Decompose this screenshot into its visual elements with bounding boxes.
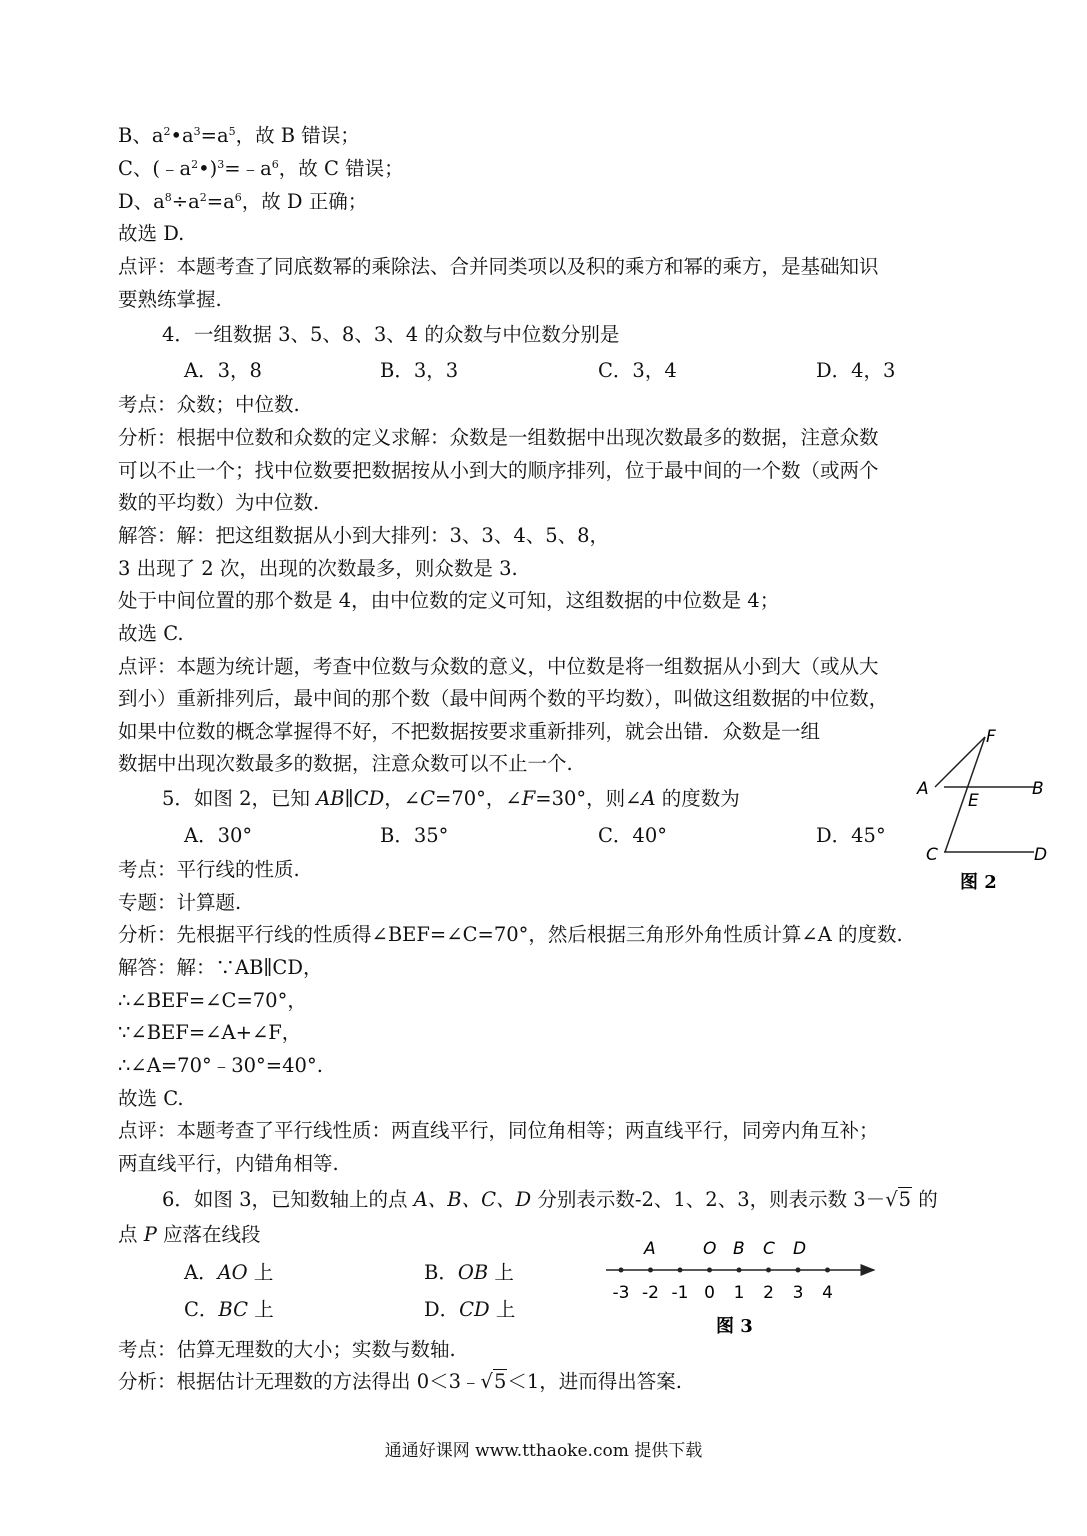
q5-f: F bbox=[521, 787, 536, 810]
line-cf bbox=[945, 737, 985, 852]
line-af bbox=[935, 737, 985, 787]
tick-label: 4 bbox=[822, 1283, 833, 1303]
q4-solution-line2: 3 出现了 2 次，出现的次数最多，则众数是 3. bbox=[118, 557, 518, 580]
q6-option-a-suffix: 上 bbox=[247, 1261, 274, 1284]
q5-option-d: D．45° bbox=[816, 824, 886, 847]
q4-analysis-line2: 可以不止一个；找中位数要把数据按从小到大的顺序排列，位于最中间的一个数（或两个 bbox=[118, 459, 879, 482]
tick-label: 3 bbox=[792, 1283, 804, 1303]
q5-parallel: ∥ bbox=[344, 787, 354, 810]
q6-option-a-segment: AO bbox=[217, 1261, 248, 1284]
q4-review-line2: 到小）重新排列后，最中间的那个数（最中间两个数的平均数），叫做这组数据的中位数， bbox=[118, 687, 889, 710]
q5-option-c: C．40° bbox=[598, 824, 667, 847]
q5-category: 专题：计算题. bbox=[118, 891, 242, 914]
q6-option-c-suffix: 上 bbox=[248, 1298, 274, 1321]
q6-analysis-radicand: 5 bbox=[493, 1370, 507, 1393]
q6-option-b bbox=[424, 1261, 514, 1285]
q4-analysis-line1: 分析：根据中位数和众数的定义求解：众数是一组数据中出现次数最多的数据，注意众数 bbox=[118, 426, 879, 449]
point-o-label: O bbox=[703, 1239, 717, 1259]
q5-text-3: =70°，∠ bbox=[434, 787, 522, 810]
point-c-label: C bbox=[763, 1239, 775, 1259]
q5-analysis: 分析：先根据平行线的性质得∠BEF=∠C=70°，然后根据三角形外角性质计算∠A 的度数. bbox=[118, 923, 903, 946]
q3-option-b-solution: B、$a^2•a^3=a^5$，故 B 错误； bbox=[118, 124, 360, 147]
label-f: F bbox=[986, 727, 996, 747]
tick-mark bbox=[648, 1268, 653, 1273]
tick-label: -2 bbox=[642, 1283, 659, 1303]
q3-answer: 故选 D. bbox=[118, 222, 185, 245]
label-d: D bbox=[1034, 845, 1048, 865]
label-e: E bbox=[968, 791, 979, 811]
q6-question-line1 bbox=[162, 1188, 938, 1212]
q6-points: A、B、C、D bbox=[413, 1188, 532, 1211]
q6-option-d-suffix: 上 bbox=[489, 1298, 516, 1321]
q5-cd: CD bbox=[353, 787, 385, 810]
q6-p: P bbox=[143, 1223, 157, 1246]
tick-label: -3 bbox=[612, 1283, 630, 1303]
q5-solution-line2: ∴∠BEF=∠C=70°， bbox=[118, 989, 307, 1012]
q6-option-d bbox=[424, 1298, 515, 1322]
tick-label: -1 bbox=[671, 1283, 689, 1303]
label-b: B bbox=[1032, 779, 1044, 799]
q6-option-b-suffix: 上 bbox=[488, 1261, 514, 1284]
q6-analysis-text-2: ＜1，进而得出答案. bbox=[507, 1370, 682, 1393]
q4-topic: 考点：众数；中位数. bbox=[118, 393, 300, 416]
label-a: A bbox=[917, 779, 929, 799]
q6-question-line2 bbox=[118, 1223, 261, 1247]
q5-topic: 考点：平行线的性质. bbox=[118, 858, 300, 881]
q3-option-c-solution: C、$(﹣a^2•)^3=﹣a^6$，故 C 错误； bbox=[118, 157, 404, 180]
tick-mark bbox=[737, 1268, 742, 1273]
q4-solution-line3: 处于中间位置的那个数是 4，由中位数的定义可知，这组数据的中位数是 4； bbox=[118, 589, 780, 612]
tick-mark bbox=[619, 1268, 624, 1273]
q6-option-a bbox=[184, 1261, 273, 1285]
q6-option-b-segment: OB bbox=[457, 1261, 489, 1284]
q5-option-b: B．35° bbox=[380, 824, 449, 847]
q4-solution-line1: 解答：解：把这组数据从小到大排列：3、3、4、5、8， bbox=[118, 524, 610, 547]
q6-text-2: 分别表示数-2、1、2、3，则表示数 3－ bbox=[531, 1188, 886, 1211]
q5-review-line1: 点评：本题考查了平行线性质：两直线平行，同位角相等；两直线平行，同旁内角互补； bbox=[118, 1119, 879, 1142]
q4-answer: 故选 C. bbox=[118, 622, 184, 645]
figure-3-caption: 图 3 bbox=[716, 1316, 753, 1337]
q3-review-line2: 要熟练掌握. bbox=[118, 288, 222, 311]
q6-option-a-letter: A． bbox=[184, 1261, 218, 1284]
q6-text-4: 点 bbox=[118, 1223, 144, 1246]
q5-a: A bbox=[641, 787, 656, 810]
point-b-label: B bbox=[733, 1239, 745, 1259]
q5-text-4: =30°，则∠ bbox=[535, 787, 642, 810]
q5-text-1: 5．如图 2，已知 bbox=[162, 787, 317, 810]
q5-text-2: ，∠ bbox=[384, 787, 421, 810]
q4-option-d: D．4，3 bbox=[816, 359, 896, 382]
q6-option-c-letter: C． bbox=[184, 1298, 219, 1321]
q6-text-1: 6．如图 3，已知数轴上的点 bbox=[162, 1188, 414, 1211]
q4-review-line4: 数据中出现次数最多的数据，注意众数可以不止一个. bbox=[118, 752, 573, 775]
q6-text-3: 的 bbox=[912, 1188, 938, 1211]
q4-option-c: C．3，4 bbox=[598, 359, 677, 382]
q4-question: 4．一组数据 3、5、8、3、4 的众数与中位数分别是 bbox=[162, 323, 620, 346]
point-a-label: A bbox=[644, 1239, 656, 1259]
q5-c: C bbox=[420, 787, 435, 810]
label-c: C bbox=[926, 845, 938, 865]
q5-solution-line1: 解答：解：∵AB∥CD， bbox=[118, 956, 323, 979]
q6-analysis-sqrt: √5 bbox=[480, 1370, 507, 1393]
q6-option-b-letter: B． bbox=[424, 1261, 458, 1284]
q4-option-b: B．3，3 bbox=[380, 359, 459, 382]
figure-3-number-line bbox=[596, 1232, 886, 1342]
tick-mark bbox=[796, 1268, 801, 1273]
q4-option-a: A．3，8 bbox=[184, 359, 262, 382]
q6-topic: 考点：估算无理数的大小；实数与数轴. bbox=[118, 1338, 456, 1361]
q5-ab: AB bbox=[316, 787, 345, 810]
q5-option-a: A．30° bbox=[184, 824, 253, 847]
q4-review-line3: 如果中位数的概念掌握得不好，不把数据按要求重新排列，就会出错．众数是一组 bbox=[118, 720, 821, 743]
page-footer: 通通好课网 www.tthaoke.com 提供下载 bbox=[384, 1441, 703, 1461]
tick-mark bbox=[825, 1268, 830, 1273]
q5-text-5: 的度数为 bbox=[655, 787, 740, 810]
q5-review-line2: 两直线平行，内错角相等. bbox=[118, 1152, 339, 1175]
tick-mark bbox=[678, 1268, 683, 1273]
q6-option-c bbox=[184, 1298, 274, 1322]
q4-review-line1: 点评：本题为统计题，考查中位数与众数的意义，中位数是将一组数据从小到大（或从大 bbox=[118, 655, 879, 678]
q3-review-line1: 点评：本题考查了同底数幂的乘除法、合并同类项以及积的乘方和幂的乘方，是基础知识 bbox=[118, 255, 879, 278]
figure-2-parallel-lines bbox=[912, 722, 1062, 902]
q6-option-d-letter: D． bbox=[424, 1298, 460, 1321]
q6-radicand: 5 bbox=[898, 1188, 912, 1211]
q6-text-5: 应落在线段 bbox=[156, 1223, 261, 1246]
q6-option-d-segment: CD bbox=[459, 1298, 490, 1321]
q6-analysis bbox=[118, 1370, 682, 1394]
q5-solution-line4: ∴∠A=70°﹣30°=40°. bbox=[118, 1054, 323, 1077]
q3-option-d-solution: D、$a^8\div a^2=a^6$，故 D 正确； bbox=[118, 190, 368, 213]
tick-label: 1 bbox=[733, 1283, 745, 1303]
q6-option-c-segment: BC bbox=[218, 1298, 249, 1321]
q4-analysis-line3: 数的平均数）为中位数. bbox=[118, 491, 320, 514]
q5-question bbox=[162, 787, 740, 811]
q6-sqrt: √5 bbox=[885, 1188, 912, 1211]
q6-analysis-text-1: 分析：根据估计无理数的方法得出 0＜3﹣ bbox=[118, 1370, 481, 1393]
tick-label: 0 bbox=[704, 1283, 715, 1303]
q5-answer: 故选 C. bbox=[118, 1087, 184, 1110]
point-d-label: D bbox=[793, 1239, 807, 1259]
tick-mark bbox=[707, 1268, 712, 1273]
figure-2-caption: 图 2 bbox=[960, 872, 997, 893]
tick-label: 2 bbox=[763, 1283, 774, 1303]
q5-solution-line3: ∵∠BEF=∠A+∠F， bbox=[118, 1021, 302, 1044]
tick-mark bbox=[766, 1268, 771, 1273]
